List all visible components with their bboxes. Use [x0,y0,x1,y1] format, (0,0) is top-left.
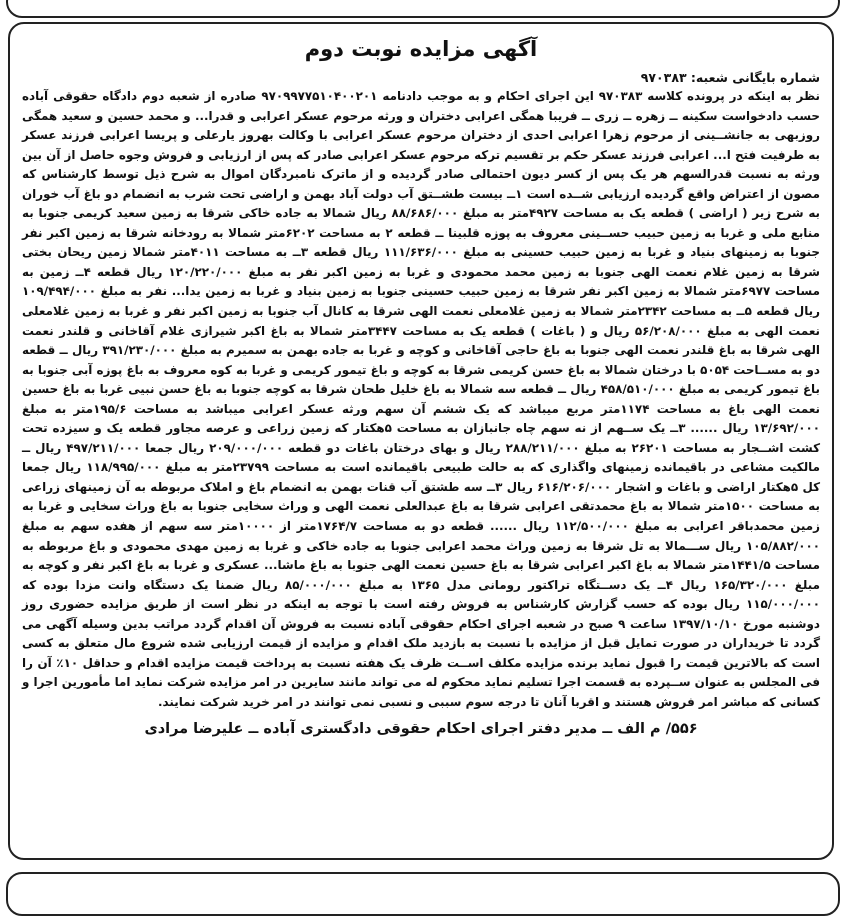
notice-title: آگهی مزایده نوبت دوم [304,37,538,61]
next-notice-frame [6,872,840,916]
notice-signature: ۵۵۶/ م الف ــ مدیر دفتر اجرای احکام حقوقی دادگستری آباده ــ علیرضا مرادی [144,720,698,737]
notice-body: نظر به اینکه در پرونده کلاسه ۹۷۰۳۸۳ این اجرای احکام و به موجب دادنامه ۹۷۰۹۹۷۷۵۱۰۴۰۰۲۰۱ صادره از شعبه دوم دادگاه حقوقی آباده حسب دادخواست سکینه ــ زهره ــ زری ــ فریبا همگی اعرابی دختران و ورثه مرحوم عسکر اعرابی و قدرا... و محمد حسین و سعید همگی روزبهی به جانشــینی از مرحوم زهرا اعرابی احدی از دختران مرحوم عسکر اعرابی با وکالت بهروز یارعلی و پریسا اعرابی فرزند عسکر به طرفیت فتح ا... اعرابی فرزند عسکر حکم بر تقسیم ترکه مرحوم عسکر اعرابی صادر که پس از ارزیابی و فروش وجوه حاصل از آن بین ورثه به نسبت قدرالسهم هر یک پس از کسر دیون احتمالی صادر گردیده و از ماترک نامبردگان اموال به شرح ذیل توسط کارشناس که مصون از اعتراض واقع گردیده ارزیابی شــده است ۱ــ بیست طشــتق آب دولت آباد بهمن و اراضی تحت شرب به انضمام دو باغ آب خوران به شرح زیر ( اراضی ) قطعه یک به مساحت ۴۹۲۷متر به مبلغ ۸۸/۶۸۶/۰۰۰ ریال شمالا به جاده خاکی شرقا به زمین سعید کریمی جنوبا به منابع ملی و غربا به زمین حبیب حســینی معروف به پوزه قلبینا ــ قطعه ۲ به مساحت ۶۲۰۲متر شمالا به رودخانه شرقا به زمین اکبر نفر جنوبا به زمینهای بنیاد و غربا به زمین حبیب حسینی به مبلغ ۱۱۱/۶۳۶/۰۰۰ ریال قطعه ۳ــ به مساحت ۴۰۱۱متر شمالا زمین ریحان بختی شرقا به زمین غلام نعمت الهی جنوبا به زمین محمد محمودی و غربا به زمین اکبر نفر به مبلغ ۱۲۰/۲۲۰/۰۰۰ ریال قطعه ۴ــ زمین به مساحت ۶۹۷۷متر شمالا به زمین اکبر نفر شرقا به زمین حبیب حسینی جنوبا به زمین بنیاد و غربا به زمین یدا... نفر به مبلغ ۱۰۹/۴۹۴/۰۰۰ ریال قطعه ۵ــ به مساحت ۲۳۴۲متر شمالا به زمین غلامعلی نعمت الهی شرقا به کانال آب جنوبا به زمین اکبر نفر و غربا به زمین غلامعلی نعمت الهی به مبلغ ۵۶/۲۰۸/۰۰۰ ریال و ( باغات ) قطعه یک به مساحت ۳۴۴۷متر شمالا به باغ اکبر شیرازی غلام آقاخانی و قلندر نعمت الهی شرقا به باغ قلندر نعمت الهی جنوبا به باغ حاجی آقاخانی و کوچه و غربا به جاده بهمن به سمیرم به مبلغ ۳۹۱/۲۳۰/۰۰۰ ریال ــ قطعه دو به مســاحت ۵۰۵۴ با درختان شمالا به باغ حسن کریمی شرقا به کوچه و باغ تیمور کریمی و غربا به کوه معروف به باغ پوزه آبی جنوبا به باغ تیمور کریمی به مبلغ ۴۵۸/۵۱۰/۰۰۰ ریال ــ قطعه سه شمالا به باغ خلیل طحان شرقا به کوچه جنوبا به باغ حسن نبیی غربا به باغ حسین نعمت الهی باغ به مساحت ۱۱۷۴متر مربع میباشد که یک ششم آن سهم ورثه عسکر اعرابی میباشد به مساحت ۱۹۵/۶متر به مبلغ ۱۳/۶۹۲/۰۰۰ ریال ...... ۳ــ یک ســهم از نه سهم چاه جانبازان به مساحت ۵هکتار که زمین زراعی و عرصه مجاور قطعه یک و سیزده تحت کشت اشــجار به مساحت ۲۶۲۰۱ به مبلغ ۲۸۸/۲۱۱/۰۰۰ ریال و بهای درختان باغات دو قطعه ۲۰۹/۰۰۰/۰۰۰ ریال جمعا ۴۹۷/۲۱۱/۰۰۰ ریال ــ مالکیت مشاعی در باقیمانده زمینهای واگذاری که به حالت طبیعی باقیمانده است به مساحت ۲۳۷۹۹متر به مبلغ ۱۱۸/۹۹۵/۰۰۰ ریال جمعا کل ۵هکتار اراضی و باغات و اشجار ۶۱۶/۲۰۶/۰۰۰ ریال ۳ــ سه طشتق آب قنات بهمن به انضمام باغ و املاک مربوطه به آن زمینهای زراعی به مساحت ۱۵۰۰متر شمالا به باغ محمدتقی اعرابی شرقا به باغ عبدالعلی نعمت الهی و وراث سخایی جنوبا به باغ وراث سخایی و غربا به زمین محمدباقر اعرابی به مبلغ ۱۱۲/۵۰۰/۰۰۰ ریال ...... قطعه دو به مساحت ۱۷۶۴/۷متر از ۱۰۰۰۰متر سه سهم از هفده سهم به مبلغ ۱۰۵/۸۸۲/۰۰۰ ریال ســـمالا به تل شرقا به زمین وراث محمد اعرابی جنوبا به جاده خاکی و غربا به زمین مهدی محمودی و باغ مربوطه به مساحت ۱۴۴۱/۵متر شمالا به باغ اکبر اعرابی شرقا به باغ حسین نعمت الهی جنوبا به باغ ماشا... عسکری و غربا به باغ اکبر نفر و کوچه به مبلغ ۱۶۵/۳۲۰/۰۰۰ ریال ۴ــ یک دســتگاه تراکتور رومانی مدل ۱۳۶۵ به مبلغ ۸۵/۰۰۰/۰۰۰ ریال ضمنا یک دستگاه وانت مزدا بوده که ۱۱۵/۰۰۰/۰۰۰ ریال بوده که حسب گزارش کارشناس به فروش رفته است با توجه به اینکه در نظر است از طریق مزایده حضوری روز دوشنبه مورخ ۱۳۹۷/۱۰/۱۰ ساعت ۹ صبح در شعبه اجرای احکام حقوقی آباده نسبت به فروش آن اقدام گردد مراتب بدین وسیله آگهی می گردد تا خریداران در صورت تمایل قبل از مزایده با نسبت به بازدید ملک اقدام و مزایده از قیمت ارزیابی شده شروع مال متعلق به کسی است که بالاترین قیمت را قبول نماید برنده مزایده مکلف اســت ظرف یک هفته نسبت به پرداخت قیمت مزایده اقدام و حداقل ۱۰٪ آن را فی المجلس به عنوان ســپرده به قسمت اجرا تسلیم نماید محکوم له می تواند مانند سایرین در امر مزایده شرکت نماید اما مأمورین اجرا و کسانی که مباشر امر فروش هستند و اقربا آنان تا درجه سوم سببی و نسبی نمی توانند در امر خرید شرکت نمایند. [22,89,821,709]
auction-notice [8,22,834,860]
previous-notice-frame [6,0,840,18]
archive-number: شماره بایگانی شعبه: ۹۷۰۳۸۳ [640,70,820,85]
